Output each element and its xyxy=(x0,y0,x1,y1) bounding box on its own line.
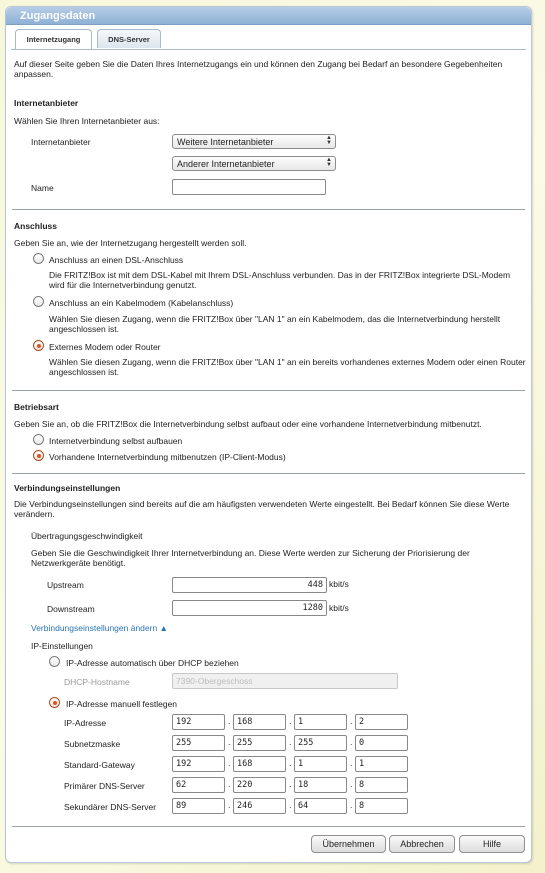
ip-settings-heading: IP-Einstellungen xyxy=(31,641,93,651)
ip-address-octet-3[interactable]: 1 xyxy=(294,714,347,730)
octet-separator: . xyxy=(350,779,353,789)
tab-dns-server[interactable]: DNS-Server xyxy=(97,29,161,48)
divider xyxy=(12,390,525,391)
hostname-label: DHCP-Hostname xyxy=(64,677,130,687)
subnet-mask-octet-4[interactable]: 0 xyxy=(355,735,408,751)
octet-separator: . xyxy=(289,779,292,789)
radio-cable-desc: Wählen Sie diesen Zugang, wenn die FRITZ!Box über "LAN 1" an ein Kabelmodem, das die Internetverbindung herstellt angeschlossen ist. xyxy=(49,314,501,334)
octet-separator: . xyxy=(228,737,231,747)
radio-dsl-desc: Die FRITZ!Box ist mit dem DSL-Kabel mit Ihrem DSL-Anschluss verbunden. Das in der FRITZ!Box integrierte DSL-Modem wird für die Internetverbindung genutzt. xyxy=(49,270,511,290)
settings-prompt: Die Verbindungseinstellungen sind bereits auf die am häufigsten verwendeten Werte eingestellt. Bei Bedarf können Sie diese Werte verändern. xyxy=(14,499,510,519)
name-field[interactable] xyxy=(172,179,326,195)
radio-ip-client-label[interactable]: Vorhandene Internetverbindung mitbenutzen (IP-Client-Modus) xyxy=(49,452,286,462)
hostname-field[interactable]: 7390-Obergeschoss xyxy=(172,673,398,689)
radio-external-modem-desc: Wählen Sie diesen Zugang, wenn die FRITZ!Box über "LAN 1" an ein bereits vorhandenes externes Modem oder einen Router angeschlossen ist. xyxy=(49,357,526,377)
change-settings-link[interactable]: Verbindungseinstellungen ändern ▲ xyxy=(31,623,168,633)
ip-address-octet-2[interactable]: 168 xyxy=(233,714,286,730)
subnet-mask-label: Subnetzmaske xyxy=(64,739,121,749)
octet-separator: . xyxy=(289,737,292,747)
octet-separator: . xyxy=(350,716,353,726)
select-arrows-icon: ▲ ▼ xyxy=(326,135,332,146)
name-label: Name xyxy=(31,183,54,193)
provider-sub-select[interactable] xyxy=(172,156,336,171)
connection-prompt: Geben Sie an, wie der Internetzugang hergestellt werden soll. xyxy=(14,238,247,248)
provider-label: Internetanbieter xyxy=(31,137,91,147)
divider xyxy=(12,209,525,210)
downstream-unit: kbit/s xyxy=(329,603,349,613)
gateway-octet-1[interactable]: 192 xyxy=(172,756,225,772)
radio-own-connection-label[interactable]: Internetverbindung selbst aufbauen xyxy=(49,436,183,446)
radio-ip-client[interactable] xyxy=(33,450,44,461)
octet-separator: . xyxy=(228,716,231,726)
access-data-panel xyxy=(5,6,532,863)
speed-desc: Geben Sie die Geschwindigkeit Ihrer Internetverbindung an. Diese Werte werden zur Sicherung der Priorisierung der Netzwerkgeräte benötigt. xyxy=(31,548,470,568)
connection-heading: Anschluss xyxy=(14,221,57,231)
radio-manual-ip-label[interactable]: IP-Adresse manuell festlegen xyxy=(66,699,178,709)
settings-heading: Verbindungseinstellungen xyxy=(14,483,121,493)
apply-button[interactable]: Übernehmen xyxy=(311,835,386,853)
gateway-octet-4[interactable]: 1 xyxy=(355,756,408,772)
octet-separator: . xyxy=(289,758,292,768)
divider xyxy=(12,826,525,827)
radio-dhcp-label[interactable]: IP-Adresse automatisch über DHCP beziehen xyxy=(66,658,239,668)
octet-separator: . xyxy=(350,758,353,768)
secondary-dns-octet-2[interactable]: 246 xyxy=(233,798,286,814)
radio-cable[interactable] xyxy=(33,296,44,307)
provider-select-value: Weitere Internetanbieter xyxy=(177,137,274,147)
help-button[interactable]: Hilfe xyxy=(459,835,525,853)
upstream-field[interactable]: 448 xyxy=(172,577,327,593)
upstream-label: Upstream xyxy=(47,580,84,590)
intro-text: Auf dieser Seite geben Sie die Daten Ihres Internetzugangs ein und können den Zugang bei Bedarf an besondere Gegebenheiten anpassen. xyxy=(14,59,503,79)
subnet-mask-octet-3[interactable]: 255 xyxy=(294,735,347,751)
octet-separator: . xyxy=(350,737,353,747)
operation-prompt: Geben Sie an, ob die FRITZ!Box die Internetverbindung selbst aufbaut oder eine vorhandene Internetverbindung mitbenutzt. xyxy=(14,419,482,429)
downstream-field[interactable]: 1280 xyxy=(172,600,327,616)
octet-separator: . xyxy=(228,758,231,768)
primary-dns-octet-1[interactable]: 62 xyxy=(172,777,225,793)
radio-dsl[interactable] xyxy=(33,253,44,264)
gateway-octet-3[interactable]: 1 xyxy=(294,756,347,772)
provider-prompt: Wählen Sie Ihren Internetanbieter aus: xyxy=(14,116,160,126)
ip-address-octet-4[interactable]: 2 xyxy=(355,714,408,730)
secondary-dns-label: Sekundärer DNS-Server xyxy=(64,802,157,812)
octet-separator: . xyxy=(289,716,292,726)
octet-separator: . xyxy=(228,800,231,810)
radio-dsl-label[interactable]: Anschluss an einen DSL-Anschluss xyxy=(49,255,184,265)
primary-dns-octet-3[interactable]: 18 xyxy=(294,777,347,793)
ip-address-octet-1[interactable]: 192 xyxy=(172,714,225,730)
provider-select[interactable] xyxy=(172,134,336,149)
downstream-label: Downstream xyxy=(47,604,95,614)
secondary-dns-octet-3[interactable]: 64 xyxy=(294,798,347,814)
primary-dns-octet-4[interactable]: 8 xyxy=(355,777,408,793)
radio-external-modem-label[interactable]: Externes Modem oder Router xyxy=(49,342,161,352)
radio-cable-label[interactable]: Anschluss an ein Kabelmodem (Kabelanschluss) xyxy=(49,298,234,308)
secondary-dns-octet-1[interactable]: 89 xyxy=(172,798,225,814)
provider-sub-select-value: Anderer Internetanbieter xyxy=(177,159,275,169)
primary-dns-octet-2[interactable]: 220 xyxy=(233,777,286,793)
secondary-dns-octet-4[interactable]: 8 xyxy=(355,798,408,814)
octet-separator: . xyxy=(350,800,353,810)
primary-dns-label: Primärer DNS-Server xyxy=(64,781,145,791)
tab-internet-access[interactable]: Internetzugang xyxy=(15,29,92,49)
radio-external-modem[interactable] xyxy=(33,340,44,351)
upstream-unit: kbit/s xyxy=(329,579,349,589)
tab-divider xyxy=(11,49,526,50)
cancel-button[interactable]: Abbrechen xyxy=(389,835,455,853)
subnet-mask-octet-2[interactable]: 255 xyxy=(233,735,286,751)
octet-separator: . xyxy=(289,800,292,810)
radio-manual-ip[interactable] xyxy=(49,697,60,708)
ip-address-label: IP-Adresse xyxy=(64,718,107,728)
select-arrows-icon: ▲ ▼ xyxy=(326,157,332,168)
gateway-octet-2[interactable]: 168 xyxy=(233,756,286,772)
octet-separator: . xyxy=(228,779,231,789)
gateway-label: Standard-Gateway xyxy=(64,760,135,770)
radio-own-connection[interactable] xyxy=(33,434,44,445)
operation-heading: Betriebsart xyxy=(14,402,59,412)
speed-heading: Übertragungsgeschwindigkeit xyxy=(31,531,143,541)
provider-heading: Internetanbieter xyxy=(14,98,79,108)
panel-title: Zugangsdaten xyxy=(6,7,531,25)
divider xyxy=(12,473,525,474)
subnet-mask-octet-1[interactable]: 255 xyxy=(172,735,225,751)
radio-dhcp[interactable] xyxy=(49,656,60,667)
